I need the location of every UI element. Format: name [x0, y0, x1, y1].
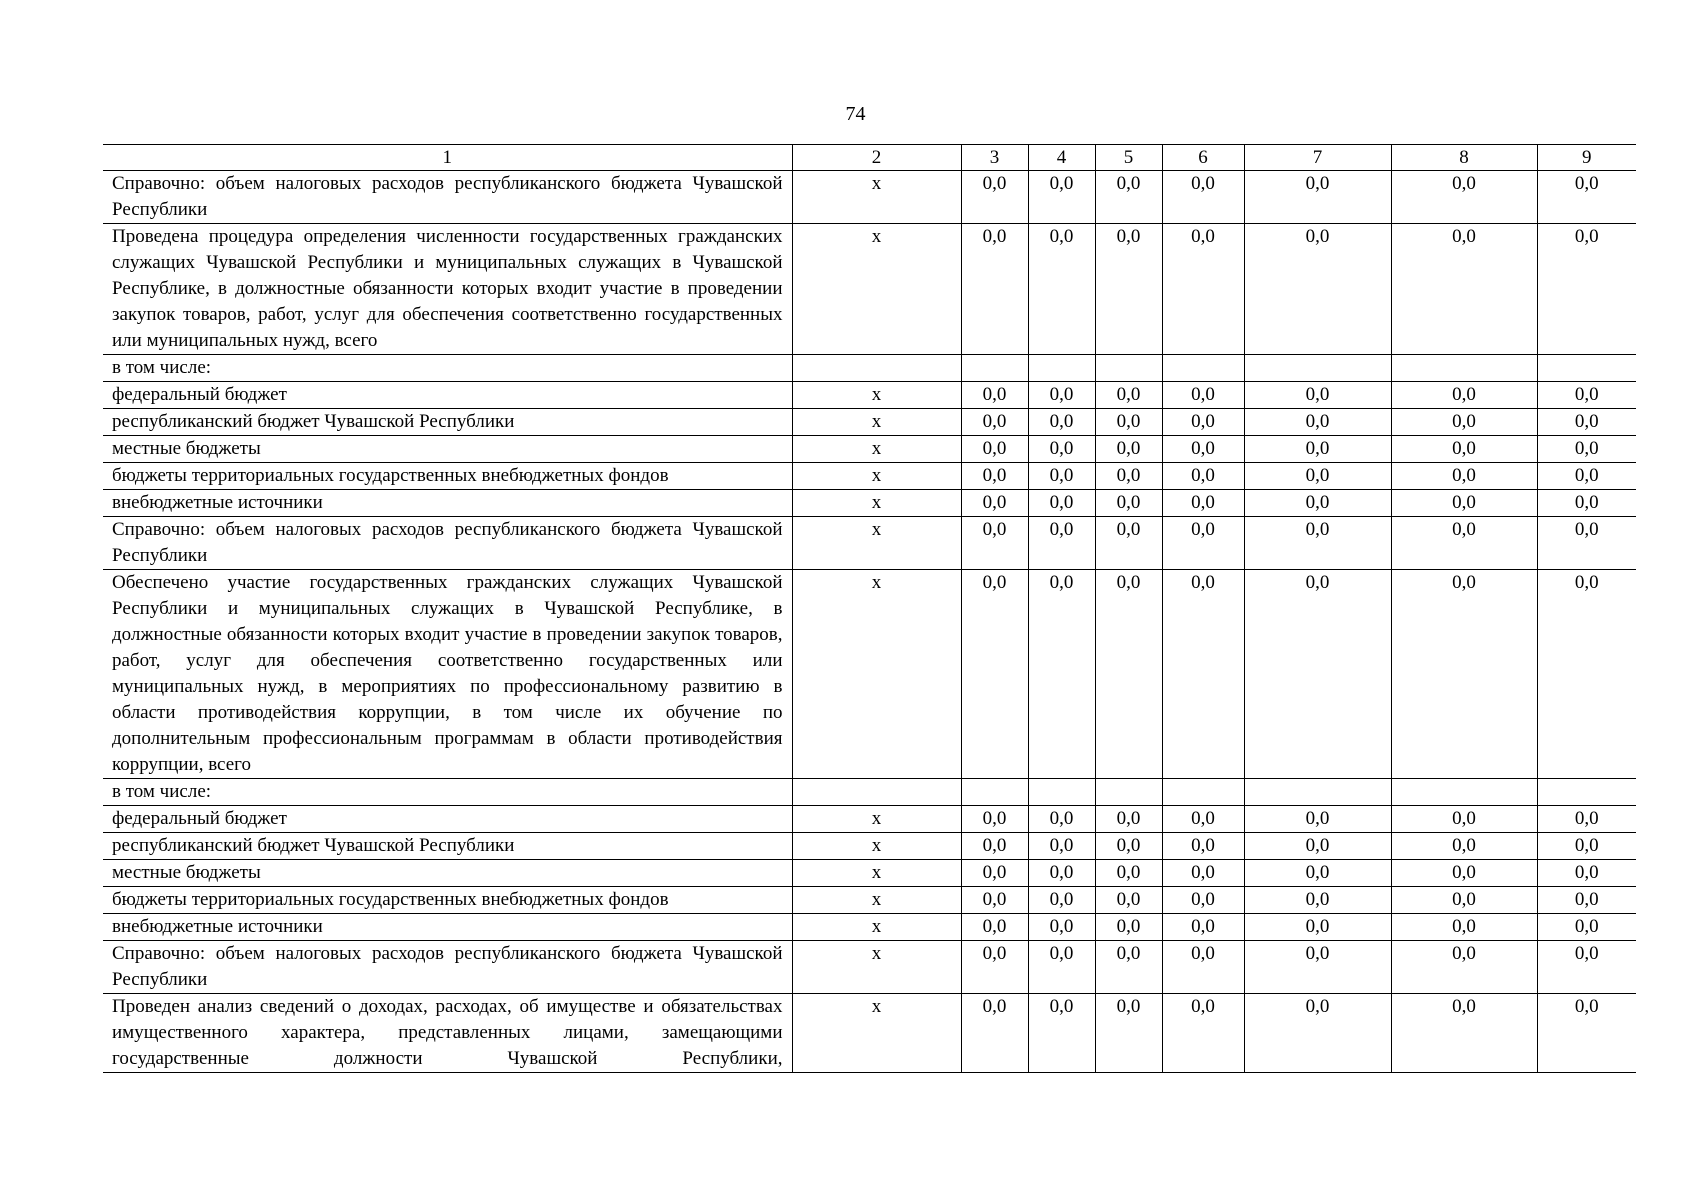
value-cell: 0,0 [1537, 517, 1636, 570]
value-cell: x [792, 171, 961, 224]
column-header: 5 [1095, 145, 1162, 171]
value-cell [961, 355, 1028, 382]
value-cell: 0,0 [1095, 171, 1162, 224]
value-cell: 0,0 [1028, 409, 1095, 436]
value-cell: x [792, 224, 961, 355]
value-cell: 0,0 [1537, 436, 1636, 463]
value-cell [792, 779, 961, 806]
row-label: бюджеты территориальных государственных внебюджетных фондов [103, 463, 792, 490]
value-cell: 0,0 [1028, 224, 1095, 355]
value-cell: 0,0 [1095, 941, 1162, 994]
value-cell: x [792, 517, 961, 570]
value-cell: 0,0 [961, 409, 1028, 436]
page-number: 74 [845, 103, 866, 125]
value-cell: 0,0 [1244, 171, 1391, 224]
budget-table [103, 144, 1636, 1073]
value-cell: 0,0 [1028, 994, 1095, 1073]
column-header: 6 [1162, 145, 1244, 171]
value-cell: 0,0 [1162, 914, 1244, 941]
row-label: местные бюджеты [103, 436, 792, 463]
column-header: 3 [961, 145, 1028, 171]
value-cell: 0,0 [1028, 436, 1095, 463]
value-cell: 0,0 [1537, 224, 1636, 355]
value-cell [1391, 355, 1537, 382]
value-cell: 0,0 [1095, 436, 1162, 463]
row-label: федеральный бюджет [103, 806, 792, 833]
value-cell [1244, 355, 1391, 382]
value-cell: 0,0 [1537, 463, 1636, 490]
value-cell: 0,0 [1391, 224, 1537, 355]
value-cell: 0,0 [1537, 914, 1636, 941]
value-cell: 0,0 [1028, 463, 1095, 490]
value-cell: 0,0 [1095, 409, 1162, 436]
column-header: 9 [1537, 145, 1636, 171]
value-cell: 0,0 [1391, 436, 1537, 463]
value-cell: 0,0 [1028, 806, 1095, 833]
value-cell: 0,0 [1391, 171, 1537, 224]
row-label: внебюджетные источники [103, 914, 792, 941]
table-row [103, 171, 1636, 224]
value-cell: 0,0 [1537, 833, 1636, 860]
table-row [103, 224, 1636, 355]
value-cell: 0,0 [1095, 517, 1162, 570]
value-cell: 0,0 [1162, 860, 1244, 887]
row-label: Справочно: объем налоговых расходов республиканского бюджета Чувашской Республики [103, 171, 792, 224]
value-cell [1028, 355, 1095, 382]
value-cell: 0,0 [1028, 490, 1095, 517]
value-cell: 0,0 [1244, 833, 1391, 860]
value-cell: 0,0 [961, 914, 1028, 941]
table-row [103, 490, 1636, 517]
value-cell: 0,0 [1537, 806, 1636, 833]
row-label: в том числе: [103, 779, 792, 806]
value-cell: 0,0 [1391, 517, 1537, 570]
value-cell: 0,0 [1391, 806, 1537, 833]
value-cell: 0,0 [1028, 382, 1095, 409]
value-cell: 0,0 [1537, 382, 1636, 409]
header-row [103, 145, 1636, 171]
row-label: местные бюджеты [103, 860, 792, 887]
value-cell: 0,0 [1162, 436, 1244, 463]
value-cell: 0,0 [1162, 833, 1244, 860]
table-row [103, 833, 1636, 860]
value-cell: 0,0 [1537, 409, 1636, 436]
value-cell: 0,0 [961, 463, 1028, 490]
value-cell: x [792, 941, 961, 994]
value-cell: 0,0 [1244, 860, 1391, 887]
value-cell: 0,0 [961, 887, 1028, 914]
column-header: 4 [1028, 145, 1095, 171]
row-label: Справочно: объем налоговых расходов республиканского бюджета Чувашской Республики [103, 941, 792, 994]
row-label: федеральный бюджет [103, 382, 792, 409]
value-cell [1244, 779, 1391, 806]
value-cell: 0,0 [1028, 570, 1095, 779]
value-cell [1537, 355, 1636, 382]
value-cell [961, 779, 1028, 806]
table-row [103, 914, 1636, 941]
value-cell: 0,0 [961, 570, 1028, 779]
value-cell: x [792, 887, 961, 914]
value-cell: 0,0 [1095, 806, 1162, 833]
value-cell: x [792, 463, 961, 490]
row-label: внебюджетные источники [103, 490, 792, 517]
value-cell: 0,0 [961, 833, 1028, 860]
row-label: Обеспечено участие государственных гражданских служащих Чувашской Республики и муниципальных служащих в Чувашской Республике, в должностные обязанности которых входит участие в проведении закупок товаров, работ, услуг для обеспечения соответственно государственных или муниципальных нужд, в мероприятиях по профессиональному развитию в области противодействия коррупции, в том числе их обучение по дополнительным профессиональным программам в области противодействия коррупции, всего [103, 570, 792, 779]
value-cell: 0,0 [1391, 463, 1537, 490]
column-header: 1 [103, 145, 792, 171]
value-cell: 0,0 [1244, 914, 1391, 941]
value-cell: 0,0 [1537, 887, 1636, 914]
value-cell: 0,0 [1391, 941, 1537, 994]
value-cell: 0,0 [1391, 409, 1537, 436]
value-cell: 0,0 [1244, 224, 1391, 355]
value-cell: 0,0 [1028, 171, 1095, 224]
value-cell: 0,0 [1162, 994, 1244, 1073]
value-cell: 0,0 [1391, 382, 1537, 409]
table-row [103, 382, 1636, 409]
value-cell [1537, 779, 1636, 806]
value-cell: 0,0 [1028, 941, 1095, 994]
value-cell: 0,0 [1537, 570, 1636, 779]
value-cell: 0,0 [1162, 224, 1244, 355]
value-cell: 0,0 [961, 382, 1028, 409]
value-cell: 0,0 [1028, 860, 1095, 887]
row-label: республиканский бюджет Чувашской Республики [103, 409, 792, 436]
table-row [103, 463, 1636, 490]
value-cell: 0,0 [961, 436, 1028, 463]
table-row [103, 355, 1636, 382]
row-label: Справочно: объем налоговых расходов республиканского бюджета Чувашской Республики [103, 517, 792, 570]
value-cell [792, 355, 961, 382]
value-cell: 0,0 [1391, 914, 1537, 941]
value-cell: 0,0 [1095, 463, 1162, 490]
value-cell: 0,0 [1095, 887, 1162, 914]
value-cell: x [792, 994, 961, 1073]
value-cell: 0,0 [1162, 463, 1244, 490]
value-cell: 0,0 [1162, 171, 1244, 224]
value-cell: 0,0 [1028, 887, 1095, 914]
value-cell: 0,0 [1162, 806, 1244, 833]
table-row [103, 517, 1636, 570]
table-row [103, 779, 1636, 806]
value-cell: 0,0 [1537, 994, 1636, 1073]
column-header: 7 [1244, 145, 1391, 171]
value-cell: 0,0 [1244, 994, 1391, 1073]
value-cell: 0,0 [1095, 490, 1162, 517]
value-cell: 0,0 [1244, 887, 1391, 914]
value-cell: 0,0 [1391, 860, 1537, 887]
value-cell: 0,0 [1028, 517, 1095, 570]
column-header: 2 [792, 145, 961, 171]
value-cell: 0,0 [1244, 409, 1391, 436]
value-cell: 0,0 [1162, 409, 1244, 436]
table-row [103, 887, 1636, 914]
row-label: Проведена процедура определения численности государственных гражданских служащих Чувашской Республики и муниципальных служащих в Чувашской Республике, в должностные обязанности которых входит участие в проведении закупок товаров, работ, услуг для обеспечения соответственно государственных или муниципальных нужд, всего [103, 224, 792, 355]
value-cell: x [792, 806, 961, 833]
value-cell: 0,0 [1162, 887, 1244, 914]
value-cell: 0,0 [1244, 570, 1391, 779]
value-cell: 0,0 [961, 171, 1028, 224]
table-row [103, 994, 1636, 1073]
value-cell: 0,0 [1244, 517, 1391, 570]
value-cell: 0,0 [1095, 860, 1162, 887]
value-cell: 0,0 [1244, 490, 1391, 517]
value-cell: 0,0 [961, 490, 1028, 517]
value-cell: 0,0 [1391, 570, 1537, 779]
value-cell: 0,0 [1095, 833, 1162, 860]
row-label: бюджеты территориальных государственных внебюджетных фондов [103, 887, 792, 914]
value-cell [1391, 779, 1537, 806]
value-cell: 0,0 [1391, 490, 1537, 517]
value-cell: 0,0 [961, 806, 1028, 833]
table-row [103, 806, 1636, 833]
value-cell: x [792, 860, 961, 887]
value-cell: 0,0 [1162, 517, 1244, 570]
value-cell: x [792, 382, 961, 409]
value-cell: 0,0 [1162, 570, 1244, 779]
value-cell [1162, 355, 1244, 382]
column-header: 8 [1391, 145, 1537, 171]
value-cell: 0,0 [961, 224, 1028, 355]
value-cell: 0,0 [1244, 382, 1391, 409]
value-cell [1095, 779, 1162, 806]
value-cell [1028, 779, 1095, 806]
value-cell: 0,0 [1162, 382, 1244, 409]
value-cell: 0,0 [1391, 887, 1537, 914]
value-cell: 0,0 [961, 941, 1028, 994]
value-cell: 0,0 [1095, 570, 1162, 779]
value-cell: x [792, 914, 961, 941]
row-label: в том числе: [103, 355, 792, 382]
table-row [103, 436, 1636, 463]
table-row [103, 570, 1636, 779]
row-label: Проведен анализ сведений о доходах, расходах, об имуществе и обязательствах имущественного характера, представленных лицами, замещающими государственные должности Чувашской Республики, [103, 994, 792, 1073]
value-cell: 0,0 [1095, 224, 1162, 355]
value-cell: x [792, 490, 961, 517]
value-cell: x [792, 833, 961, 860]
value-cell: 0,0 [961, 860, 1028, 887]
value-cell: 0,0 [1244, 806, 1391, 833]
value-cell: x [792, 436, 961, 463]
table-row [103, 941, 1636, 994]
value-cell: 0,0 [1537, 171, 1636, 224]
value-cell: 0,0 [1095, 382, 1162, 409]
value-cell: 0,0 [1244, 463, 1391, 490]
value-cell: 0,0 [961, 517, 1028, 570]
value-cell [1095, 355, 1162, 382]
value-cell: 0,0 [1244, 436, 1391, 463]
value-cell: 0,0 [1028, 914, 1095, 941]
value-cell: x [792, 409, 961, 436]
value-cell: 0,0 [1391, 994, 1537, 1073]
table-row [103, 409, 1636, 436]
value-cell: 0,0 [1537, 860, 1636, 887]
value-cell: 0,0 [1162, 490, 1244, 517]
value-cell [1162, 779, 1244, 806]
value-cell: 0,0 [1095, 994, 1162, 1073]
value-cell: 0,0 [1537, 941, 1636, 994]
value-cell: 0,0 [1028, 833, 1095, 860]
value-cell: 0,0 [1244, 941, 1391, 994]
row-label: республиканский бюджет Чувашской Республики [103, 833, 792, 860]
value-cell: x [792, 570, 961, 779]
value-cell: 0,0 [961, 994, 1028, 1073]
table-row [103, 860, 1636, 887]
value-cell: 0,0 [1095, 914, 1162, 941]
value-cell: 0,0 [1537, 490, 1636, 517]
value-cell: 0,0 [1391, 833, 1537, 860]
value-cell: 0,0 [1162, 941, 1244, 994]
